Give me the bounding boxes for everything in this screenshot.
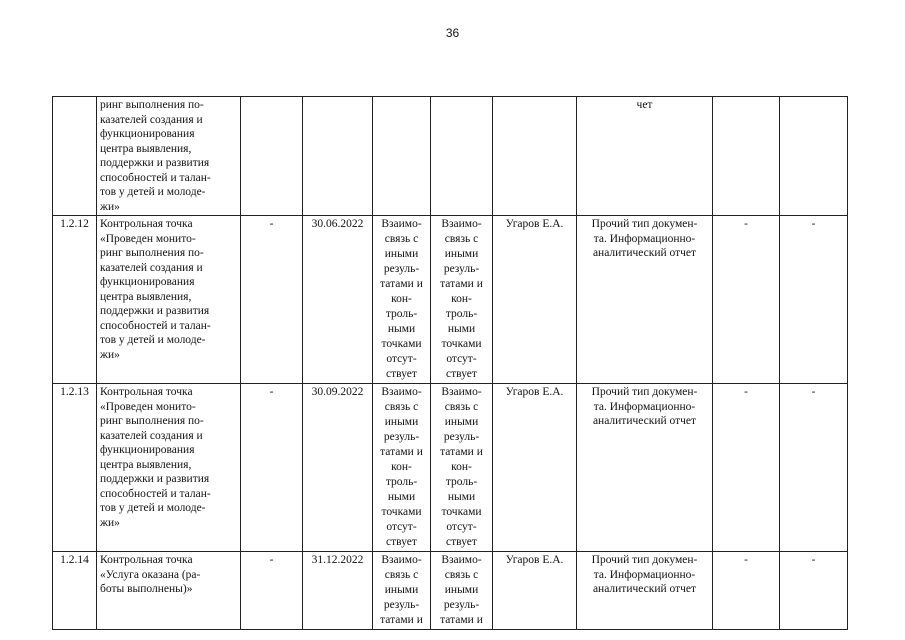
responsible-cell: Угаров Е.А. bbox=[493, 384, 577, 552]
control-points-table bbox=[52, 96, 848, 630]
document-type-cell: Прочий тип докумен- та. Информационно- аналитический отчет bbox=[577, 552, 713, 630]
relation-cell bbox=[431, 97, 493, 216]
document-type-cell: Прочий тип докумен- та. Информационно- аналитический отчет bbox=[577, 216, 713, 384]
document-type-cell: Прочий тип докумен- та. Информационно- аналитический отчет bbox=[577, 384, 713, 552]
extra-cell: - bbox=[780, 384, 848, 552]
relation-cell: Взаимо- связь с иными резуль- татами и кон- троль- ными точками отсут- ствует bbox=[431, 216, 493, 384]
document-type-cell: чет bbox=[577, 97, 713, 216]
predecessor-cell: - bbox=[241, 384, 303, 552]
predecessor-cell: - bbox=[241, 552, 303, 630]
relation-cell bbox=[373, 97, 431, 216]
deadline-cell: 30.09.2022 bbox=[303, 384, 373, 552]
extra-cell bbox=[780, 97, 848, 216]
control-point-name: Контрольная точка «Услуга оказана (ра- боты выполнены)» bbox=[97, 552, 241, 630]
row-number: 1.2.13 bbox=[53, 384, 97, 552]
control-point-name: Контрольная точка «Проведен монито- ринг выполнения по- казателей создания и функционирования центра выявления, поддержки и развития способностей и талан- тов у детей и молоде- жи» bbox=[97, 216, 241, 384]
responsible-cell: Угаров Е.А. bbox=[493, 552, 577, 630]
row-number bbox=[53, 97, 97, 216]
control-point-name: ринг выполнения по- казателей создания и функционирования центра выявления, поддержки и развития способностей и талан- тов у детей и молоде- жи» bbox=[97, 97, 241, 216]
page-number: 36 bbox=[445, 26, 460, 40]
table-row bbox=[53, 384, 848, 552]
row-number: 1.2.14 bbox=[53, 552, 97, 630]
control-point-name: Контрольная точка «Проведен монито- ринг выполнения по- казателей создания и функционирования центра выявления, поддержки и развития способностей и талан- тов у детей и молоде- жи» bbox=[97, 384, 241, 552]
table-row bbox=[53, 216, 848, 384]
responsible-cell bbox=[493, 97, 577, 216]
responsible-cell: Угаров Е.А. bbox=[493, 216, 577, 384]
extra-cell: - bbox=[780, 216, 848, 384]
deadline-cell: 30.06.2022 bbox=[303, 216, 373, 384]
predecessor-cell: - bbox=[241, 216, 303, 384]
extra-cell: - bbox=[713, 384, 780, 552]
relation-cell: Взаимо- связь с иными резуль- татами и bbox=[431, 552, 493, 630]
relation-cell: Взаимо- связь с иными резуль- татами и кон- троль- ными точками отсут- ствует bbox=[373, 384, 431, 552]
relation-cell: Взаимо- связь с иными резуль- татами и bbox=[373, 552, 431, 630]
table-row bbox=[53, 552, 848, 630]
deadline-cell: 31.12.2022 bbox=[303, 552, 373, 630]
relation-cell: Взаимо- связь с иными резуль- татами и кон- троль- ными точками отсут- ствует bbox=[373, 216, 431, 384]
predecessor-cell bbox=[241, 97, 303, 216]
extra-cell bbox=[713, 97, 780, 216]
row-number: 1.2.12 bbox=[53, 216, 97, 384]
table-row bbox=[53, 97, 848, 216]
extra-cell: - bbox=[713, 552, 780, 630]
extra-cell: - bbox=[780, 552, 848, 630]
extra-cell: - bbox=[713, 216, 780, 384]
relation-cell: Взаимо- связь с иными резуль- татами и кон- троль- ными точками отсут- ствует bbox=[431, 384, 493, 552]
deadline-cell bbox=[303, 97, 373, 216]
